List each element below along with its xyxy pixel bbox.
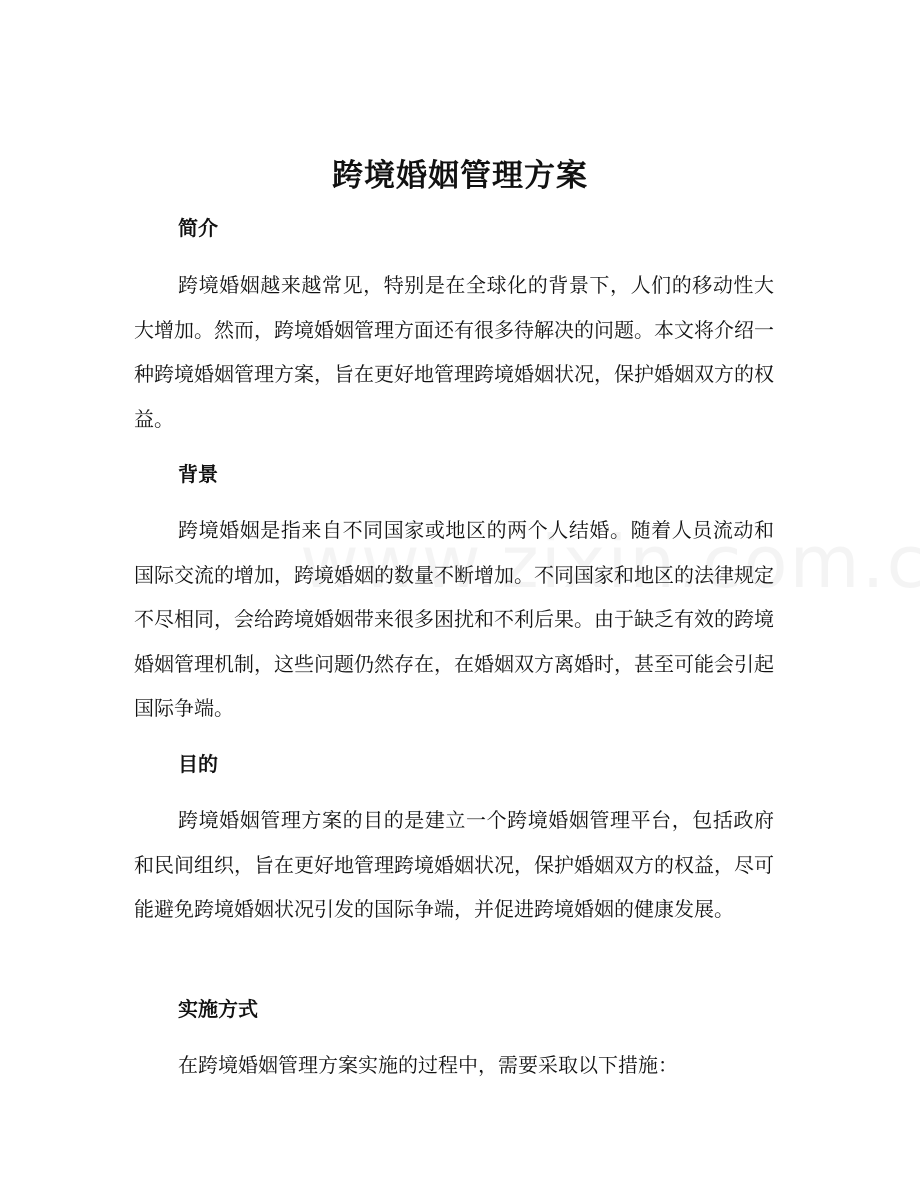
section-heading-intro: 简介 [178,216,218,240]
section-paragraph-background: 跨境婚姻是指来自不同国家或地区的两个人结婚。随着人员流动和国际交流的增加，跨境婚姻的数量不断增加。不同国家和地区的法律规定不尽相同，会给跨境婚姻带来很多困扰和不利后果。由于缺乏有效的跨境婚姻管理机制，这些问题仍然存在，在婚姻双方离婚时，甚至可能会引起国际争端。 [134,518,774,720]
document-title: 跨境婚姻管理方案 [332,158,588,194]
section-paragraph-purpose: 跨境婚姻管理方案的目的是建立一个跨境婚姻管理平台，包括政府和民间组织，旨在更好地管理跨境婚姻状况，保护婚姻双方的权益，尽可能避免跨境婚姻状况引发的国际争端，并促进跨境婚姻的健康发展。 [134,808,774,921]
section-paragraph-implementation: 在跨境婚姻管理方案实施的过程中，需要采取以下措施： [178,1053,678,1077]
section-heading-background: 背景 [178,462,218,486]
section-heading-implementation: 实施方式 [178,997,258,1021]
section-paragraph-intro: 跨境婚姻越来越常见，特别是在全球化的背景下，人们的移动性大大增加。然而，跨境婚姻管理方面还有很多待解决的问题。本文将介绍一种跨境婚姻管理方案，旨在更好地管理跨境婚姻状况，保护婚姻双方的权益。 [134,273,774,431]
section-heading-purpose: 目的 [178,752,218,776]
